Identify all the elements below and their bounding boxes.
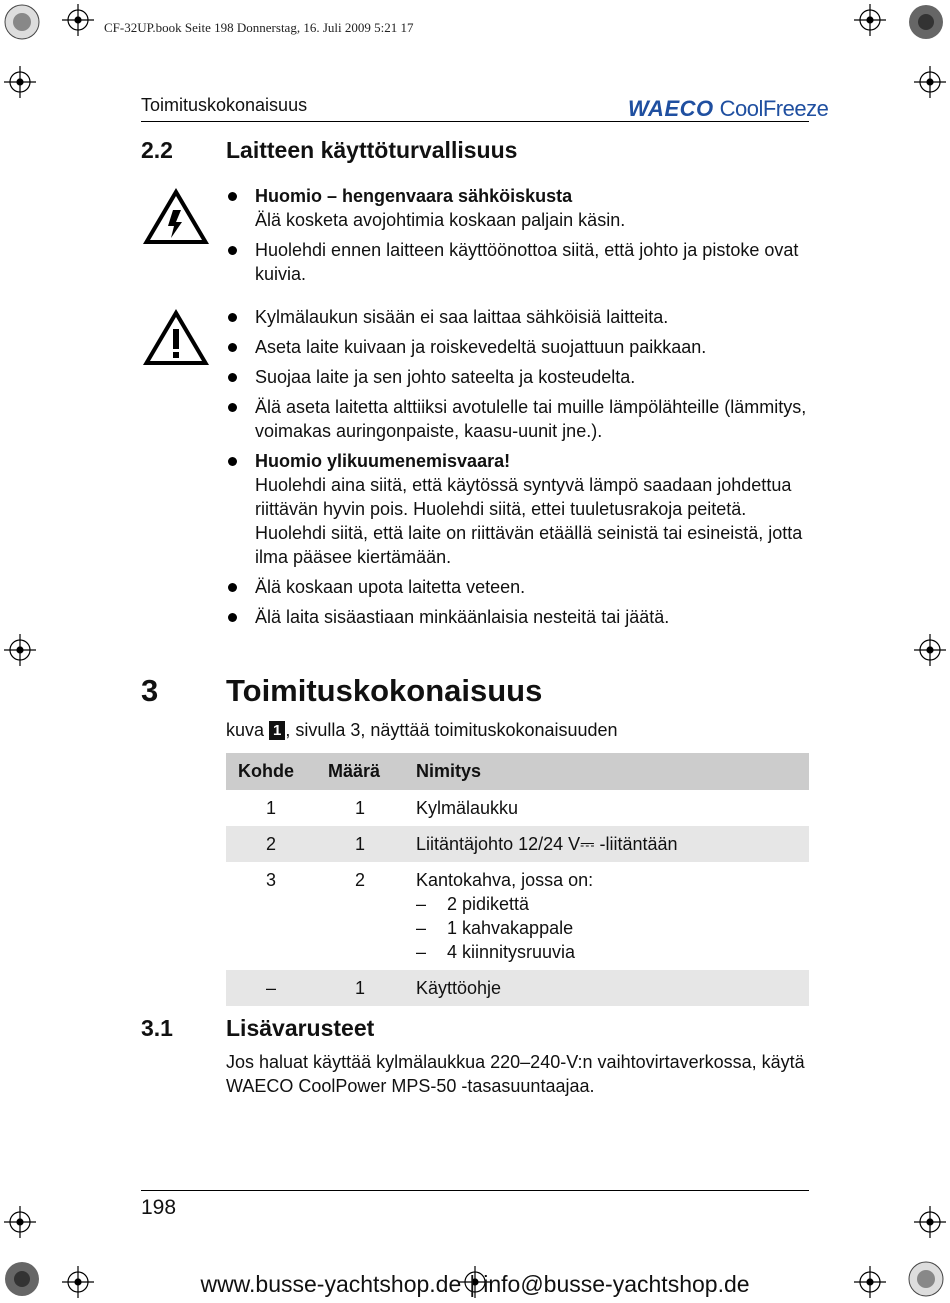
- column-header-name: Nimitys: [404, 753, 809, 790]
- figure-reference: 1: [269, 721, 285, 740]
- list-item: Suojaa laite ja sen johto sateelta ja kosteudelta.: [226, 365, 816, 389]
- list-item: Älä koskaan upota laitetta veteen.: [226, 575, 816, 599]
- list-item: Huolehdi ennen laitteen käyttöönottoa siitä, että johto ja pistoke ovat kuivia.: [226, 238, 816, 286]
- list-item: Älä aseta laitetta alttiiksi avotulelle tai muille lämpölähteille (lämmitys, voimakas auringonpaiste, kaasu-uunit jne.).: [226, 395, 816, 443]
- email-link[interactable]: info@busse-yachtshop.de: [483, 1271, 750, 1297]
- section-2-2-title: Laitteen käyttöturvallisuus: [226, 137, 518, 163]
- list-item: Älä laita sisäastiaan minkäänlaisia nesteitä tai jäätä.: [226, 605, 816, 629]
- footer-rule: [141, 1190, 809, 1191]
- brand-primary: WAECO: [628, 96, 714, 121]
- sub-list-item: – 4 kiinnitysruuvia: [416, 942, 576, 962]
- footer-separator: |: [469, 1271, 476, 1297]
- column-header-item: Kohde: [226, 753, 316, 790]
- table-header-row: [226, 753, 809, 790]
- scope-lead-text: kuva 1 , sivulla 3, näyttää toimituskokonaisuuden: [226, 720, 618, 740]
- column-header-quantity: Määrä: [316, 753, 404, 790]
- section-3-1-number: 3.1: [141, 1015, 173, 1041]
- accessories-paragraph: Jos haluat käyttää kylmälaukkua 220–240-V:n vaihtovirtaverkossa, käytä WAECO CoolPower MPS-50 -tasasuuntaajaa.: [226, 1052, 805, 1096]
- brand-logo: [628, 96, 828, 122]
- section-3-title: Toimituskokonaisuus: [226, 673, 543, 708]
- table-row: 2 1 Liitäntäjohto 12/24 V⎓ -liitäntään: [226, 826, 809, 862]
- list-item: Kylmälaukun sisään ei saa laittaa sähköisiä laitteita.: [226, 305, 816, 329]
- section-2-2-number: 2.2: [141, 137, 173, 163]
- warning-list-electric: [226, 184, 816, 292]
- electric-hazard-icon: [141, 186, 211, 246]
- sub-list-item: – 1 kahvakappale: [416, 918, 574, 938]
- running-header-title: Toimituskokonaisuus: [141, 95, 308, 115]
- section-3-1-title: Lisävarusteet: [226, 1015, 375, 1041]
- table-row: 3 2 Kantokahva, jossa on: – 2 pidikettä – 1 kahvakappale – 4 kiinnitysruuvia: [226, 862, 809, 970]
- table-row: – 1 Käyttöohje: [226, 970, 809, 1006]
- footer-contact: [0, 1271, 950, 1298]
- section-3-number: 3: [141, 673, 159, 708]
- slug-line: CF-32UP.book Seite 198 Donnerstag, 16. Juli 2009 5:21 17: [104, 20, 414, 35]
- list-item: Huomio – hengenvaara sähköiskusta Älä kosketa avojohtimia koskaan paljain käsin.: [226, 184, 816, 232]
- list-item: Aseta laite kuivaan ja roiskevedeltä suojattuun paikkaan.: [226, 335, 816, 359]
- sub-list-item: – 2 pidikettä: [416, 894, 530, 914]
- table-row: 1 1 Kylmälaukku: [265, 798, 519, 818]
- scope-of-delivery-table: [226, 753, 809, 1006]
- page-number: 198: [141, 1196, 177, 1219]
- website-link[interactable]: www.busse-yachtshop.de: [200, 1271, 462, 1297]
- warning-list-general: [226, 305, 816, 635]
- list-item: Huomio ylikuumenemisvaara! Huolehdi aina siitä, että käytössä syntyvä lämpö saadaan johdettua riittävän hyvin pois. Huolehdi siitä, ettei tuuletusrakoja peitetä. Huolehdi siitä, että laite on riittävän etäällä seinistä tai esineistä, jotta ilma pääsee kiertämään.: [226, 449, 816, 569]
- exclamation-warning-icon: [141, 307, 211, 367]
- brand-secondary: CoolFreeze: [719, 96, 829, 121]
- header-rule: [141, 121, 809, 122]
